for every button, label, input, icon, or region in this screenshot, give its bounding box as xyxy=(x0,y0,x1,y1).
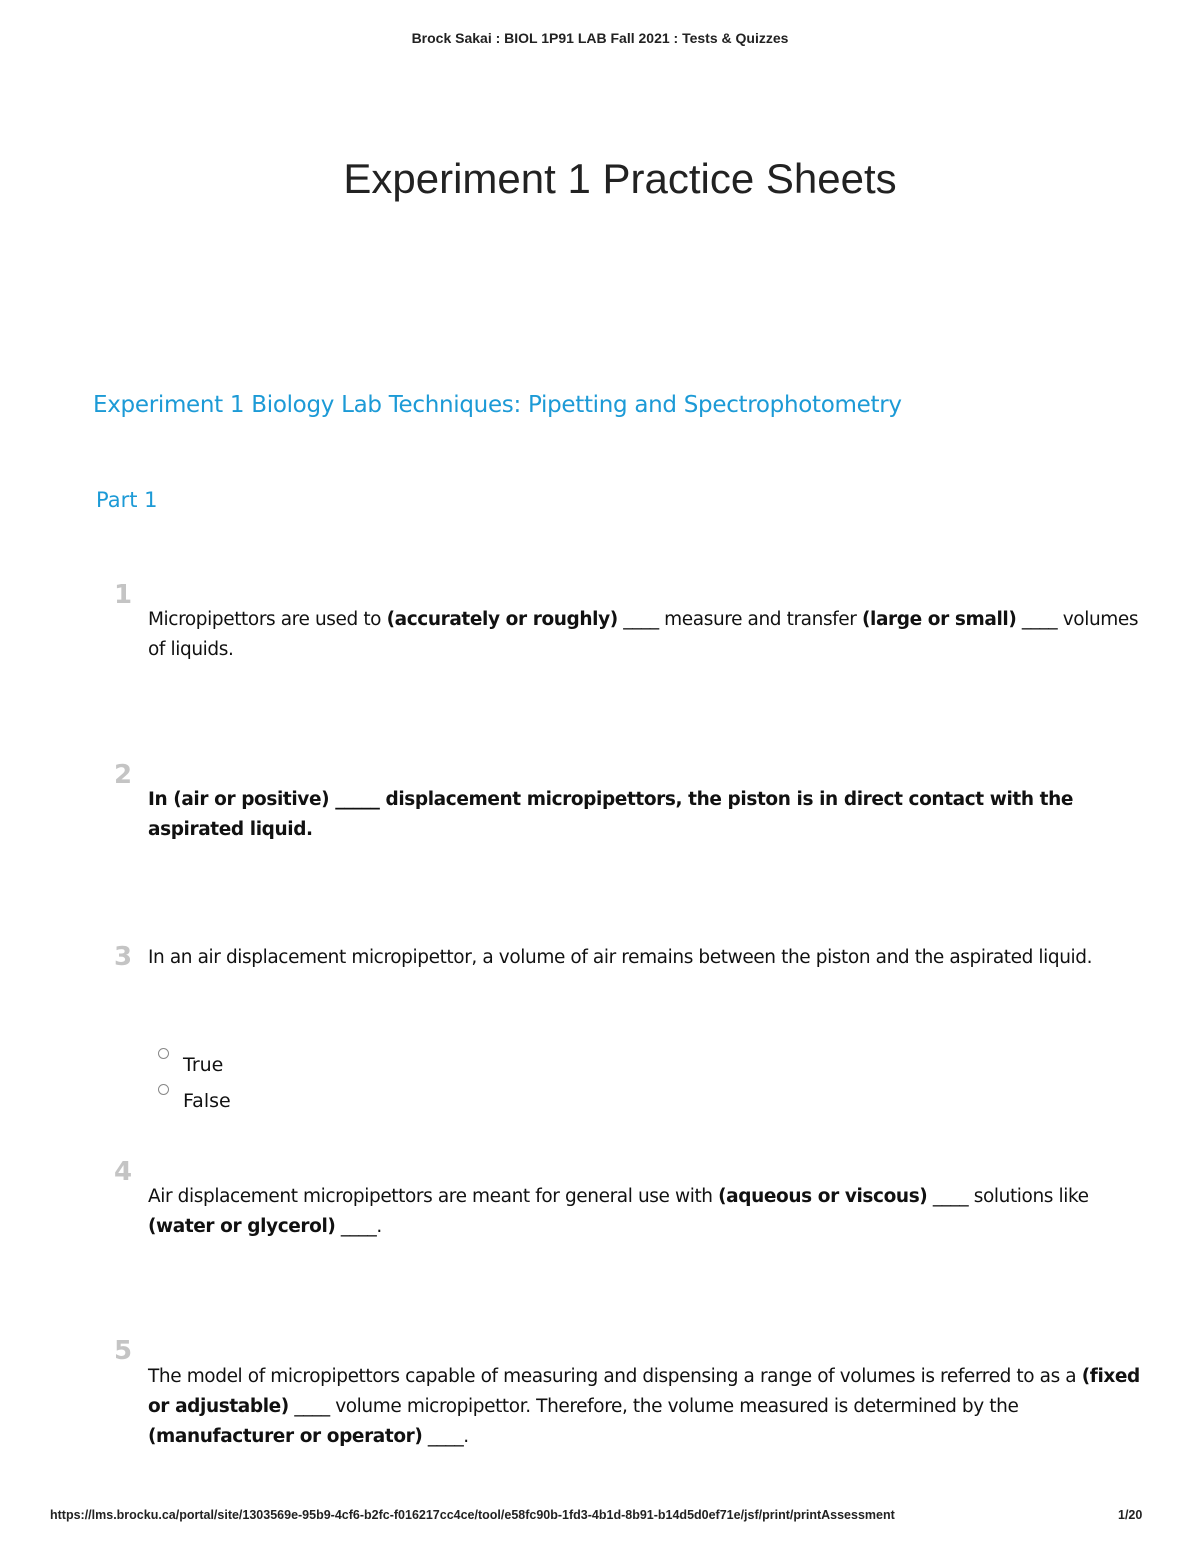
question-number-3: 3 xyxy=(114,942,133,972)
page-title: Experiment 1 Practice Sheets xyxy=(343,155,897,202)
question-text-5 xyxy=(148,1362,1148,1452)
question-number-1: 1 xyxy=(114,580,133,610)
radio-false-icon[interactable] xyxy=(158,1084,169,1095)
question-2-segment: In (air or positive) _____ displacement micropipettors, the piston is in direct contact with the aspirated liquid. xyxy=(148,789,1074,840)
question-4-segment: (water or glycerol) xyxy=(148,1216,336,1237)
section-title: Experiment 1 Biology Lab Techniques: Pipetting and Spectrophotometry xyxy=(93,392,902,418)
question-4-segment: ____. xyxy=(335,1216,382,1237)
question-text-3 xyxy=(148,943,1148,973)
question-1-segment: ____ volumes of liquids. xyxy=(148,609,1139,660)
question-1-segment: Micropipettors are used to xyxy=(148,609,387,630)
question-number-4: 4 xyxy=(114,1157,133,1187)
question-5-segment: ____ volume micropipettor. Therefore, the volume measured is determined by the xyxy=(288,1396,1019,1417)
question-text-4 xyxy=(148,1182,1148,1242)
choice-label-true: True xyxy=(183,1054,224,1076)
choice-label-false: False xyxy=(183,1090,231,1112)
question-3-segment: In an air displacement micropipettor, a volume of air remains between the piston and the aspirated liquid. xyxy=(148,947,1093,968)
part-title: Part 1 xyxy=(96,488,158,512)
print-page-indicator: 1/20 xyxy=(1118,1508,1143,1522)
question-1-segment: ____ measure and transfer xyxy=(617,609,862,630)
question-number-2: 2 xyxy=(114,760,133,790)
question-number-5: 5 xyxy=(114,1336,133,1366)
question-5-segment: ____. xyxy=(422,1426,469,1447)
question-text-2 xyxy=(148,785,1148,845)
radio-true-icon[interactable] xyxy=(158,1048,169,1059)
question-4-segment: (aqueous or viscous) xyxy=(718,1186,928,1207)
question-5-segment: (fixed or adjustable) xyxy=(148,1366,1140,1417)
question-1-segment: (accurately or roughly) xyxy=(386,609,618,630)
question-5-segment: The model of micropipettors capable of measuring and dispensing a range of volumes is referred to as a xyxy=(148,1366,1082,1387)
question-1-segment: (large or small) xyxy=(861,609,1017,630)
question-4-segment: Air displacement micropipettors are meant for general use with xyxy=(148,1186,719,1207)
print-footer-url: https://lms.brocku.ca/portal/site/1303569e-95b9-4cf6-b2fc-f016217cc4ce/tool/e58fc90b-1fd3-4b1d-8b91-b14d5d0ef71e/jsf/print/printAssessment xyxy=(50,1508,895,1522)
browser-print-header: Brock Sakai : BIOL 1P91 LAB Fall 2021 : Tests & Quizzes xyxy=(411,30,789,46)
question-text-1 xyxy=(148,605,1148,665)
question-5-segment: (manufacturer or operator) xyxy=(148,1426,423,1447)
choice-false[interactable] xyxy=(158,1084,231,1112)
choice-true[interactable] xyxy=(158,1048,223,1076)
question-4-segment: ____ solutions like xyxy=(927,1186,1089,1207)
